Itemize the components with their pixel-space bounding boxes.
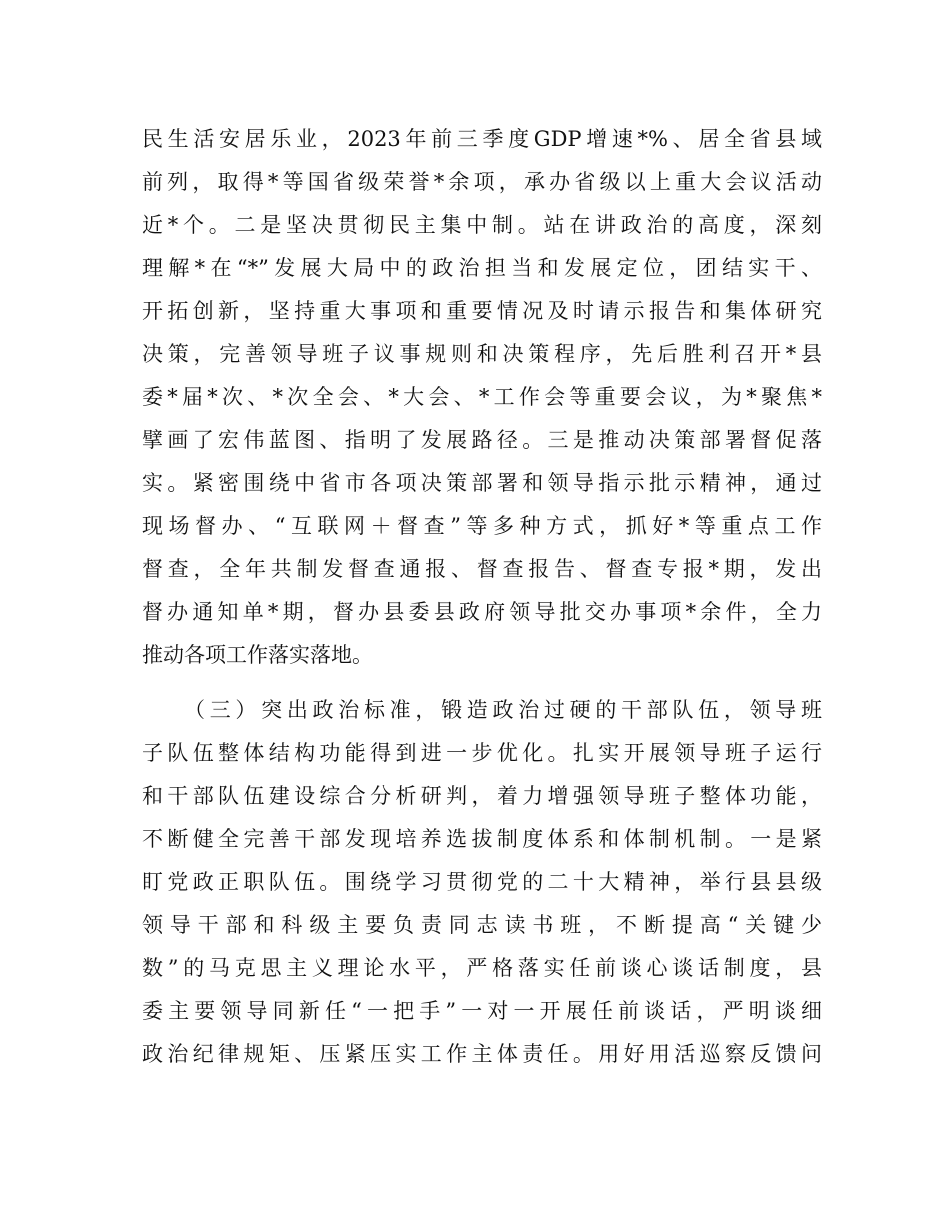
paragraph-line: 理解*在“*”发展大局中的政治担当和发展定位，团结实干、 [142,256,822,280]
paragraph-line: 擘画了宏伟蓝图、指明了发展路径。三是推动决策部署督促落 [142,428,822,452]
paragraph-line: 督办通知单*期，督办县委县政府领导批交办事项*余件，全力 [142,600,822,624]
paragraph-line: 督查，全年共制发督查通报、督查报告、督查专报*期，发出 [142,557,822,581]
paragraph-line: 子队伍整体结构功能得到进一步优化。扎实开展领导班子运行 [142,741,822,765]
paragraph-line: 决策，完善领导班子议事规则和决策程序，先后胜利召开*县 [142,342,822,366]
paragraph-2 [142,689,822,1076]
paragraph-line: 近*个。二是坚决贯彻民主集中制。站在讲政治的高度，深刻 [142,213,822,237]
paragraph-line: 前列，取得*等国省级荣誉*余项，承办省级以上重大会议活动 [142,170,822,194]
paragraph-line: 推动各项工作落实落地。 [142,643,373,667]
paragraph-heading-line: （三）突出政治标准，锻造政治过硬的干部队伍，领导班 [184,698,822,722]
paragraph-line: 实。紧密围绕中省市各项决策部署和领导指示批示精神，通过 [142,471,822,495]
paragraph-line: 现场督办、“互联网＋督查”等多种方式，抓好*等重点工作 [142,514,822,538]
paragraph-line: 领导干部和科级主要负责同志读书班，不断提高“关键少 [142,913,822,937]
paragraph-line: 数”的马克思主义理论水平，严格落实任前谈心谈话制度，县 [142,956,822,980]
paragraph-line: 开拓创新，坚持重大事项和重要情况及时请示报告和集体研究 [142,299,822,323]
paragraph-line: 委*届*次、*次全会、*大会、*工作会等重要会议，为*聚焦* [142,385,822,409]
paragraph-line: 不断健全完善干部发现培养选拔制度体系和体制机制。一是紧 [142,827,822,851]
paragraph-line: 盯党政正职队伍。围绕学习贯彻党的二十大精神，举行县县级 [142,870,822,894]
paragraph-line: 委主要领导同新任“一把手”一对一开展任前谈话，严明谈细 [142,999,822,1023]
paragraph-line: 民生活安居乐业，2023年前三季度GDP增速*%、居全省县域 [142,127,822,151]
paragraph-1 [142,118,822,677]
paragraph-line: 和干部队伍建设综合分析研判，着力增强领导班子整体功能， [142,784,822,808]
paragraph-line: 政治纪律规矩、压紧压实工作主体责任。用好用活巡察反馈问 [142,1042,822,1066]
